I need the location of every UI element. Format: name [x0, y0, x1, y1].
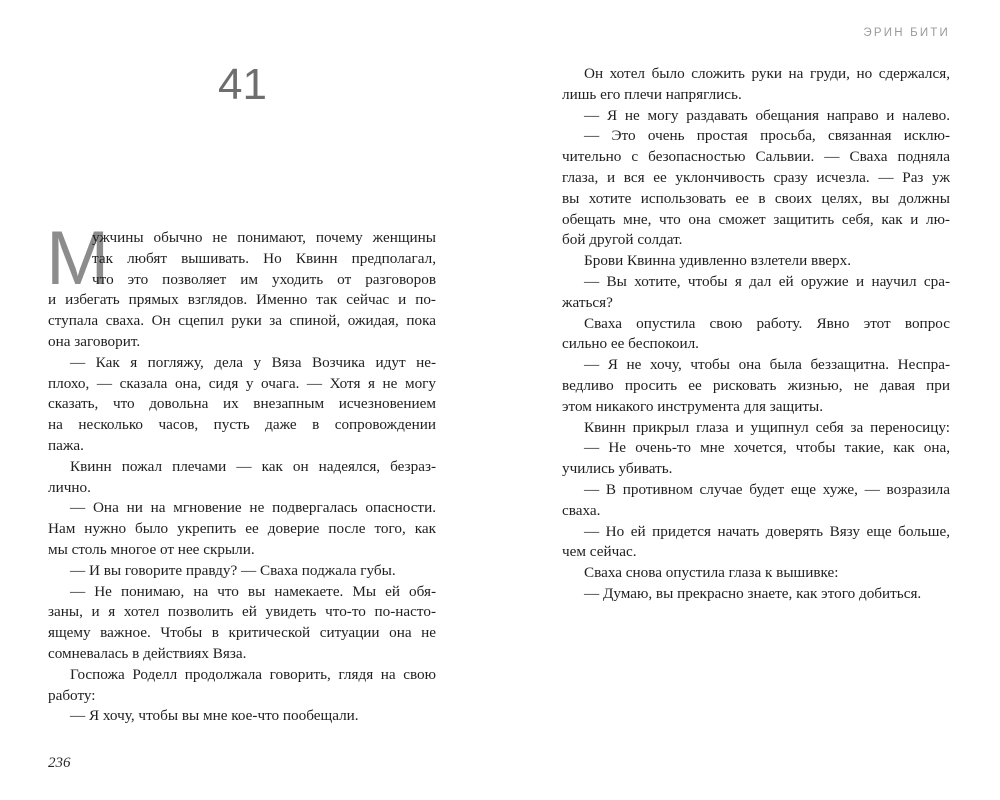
text-line: Сваха опустила свою работу. Явно этот вопрос [584, 314, 950, 332]
text-line: Брови Квинна удивленно взлетели вверх. [584, 252, 852, 270]
text-line: — Вы хотите, чтобы я дал ей оружие и научил сра- [584, 272, 950, 290]
text-line: — Я не могу раздавать обещания направо и налево. [584, 106, 950, 124]
text-line: чительно с безопасностью Сальвии. — Сваха подняла [562, 148, 950, 166]
text-line: ступала сваха. Он сцепил руки за спиной, ожидая, пока [48, 312, 436, 330]
text-line: ящему важное. Чтобы в критической ситуации она не [48, 624, 436, 642]
text-line: ужчины обычно не понимают, почему женщины [92, 229, 436, 246]
text-line: — Как я погляжу, дела у Вяза Возчика идут не- [70, 353, 436, 371]
text-line: чем сейчас. [562, 543, 637, 561]
text-line: сомневалась в действиях Вяза. [48, 644, 247, 662]
left-body-text [46, 216, 436, 727]
text-line: она заговорит. [48, 332, 141, 350]
text-line: — Я не хочу, чтобы она была беззащитна. Неспра- [584, 356, 950, 374]
text-line: Госпожа Роделл продолжала говорить, глядя на свою [70, 665, 436, 683]
text-line: сильно ее беспокоил. [562, 335, 699, 353]
text-line: — И вы говорите правду? — Сваха поджала губы. [70, 561, 396, 579]
text-line: обещать мне, что она сможет защитить себя, как и лю- [562, 210, 950, 228]
text-line: ведливо просить ее рисковать жизнью, не давая при [562, 376, 950, 394]
page-number: 236 [48, 755, 71, 771]
right-body-text [562, 64, 950, 605]
text-line: — Это очень простая просьба, связанная исклю- [584, 127, 950, 145]
text-line: — Думаю, вы прекрасно знаете, как этого добиться. [584, 584, 922, 602]
running-head: ЭРИН БИТИ [863, 27, 950, 39]
text-line: Сваха снова опустила глаза к вышивке: [584, 564, 839, 582]
text-line: сказать, что довольна их внезапным исчезновением [48, 395, 436, 413]
text-line: пажа. [48, 436, 84, 454]
text-line: Он хотел было сложить руки на груди, но сдержался, [584, 65, 950, 82]
text-line: сваха. [562, 501, 601, 519]
text-line: работу: [48, 686, 96, 704]
text-line: этом никакого инструмента для защиты. [562, 397, 823, 415]
text-line: — Она ни на мгновение не подвергалась опасности. [70, 499, 436, 517]
drop-cap: М [46, 216, 110, 301]
text-line: жаться? [562, 293, 613, 311]
text-line: мы столь многое от нее скрыли. [48, 540, 255, 558]
text-line: — Не очень-то мне хочется, чтобы такие, как она, [584, 439, 950, 457]
text-line: — Я хочу, чтобы вы мне кое-что пообещали. [70, 707, 359, 725]
text-line: Нам нужно было укрепить ее доверие после того, как [48, 520, 436, 538]
text-line: так любят вышивать. Но Квинн предполагал, [92, 249, 436, 267]
text-line: Квинн пожал плечами — как он надеялся, безраз- [70, 457, 436, 475]
chapter-number: 41 [218, 60, 267, 109]
text-line: учились убивать. [562, 460, 673, 478]
text-line: Квинн прикрыл глаза и ущипнул себя за переносицу: [584, 418, 950, 436]
text-line: и избегать прямых взглядов. Именно так сейчас и по- [48, 291, 436, 309]
text-line: бой другой солдат. [562, 231, 683, 249]
text-line: вы хотите использовать ее в своих целях, вы должны [562, 189, 950, 207]
text-line: — Не понимаю, на что вы намекаете. Мы ей обя- [70, 582, 436, 600]
text-line: глаза, и вся ее уклончивость сразу исчезла. — Раз уж [562, 168, 950, 186]
text-line: на несколько часов, пусть даже в сопровождении [48, 416, 436, 434]
text-line: лишь его плечи напряглись. [562, 85, 742, 103]
text-line: плохо, — сказала она, сидя у очага. — Хотя я не могу [48, 374, 436, 392]
text-line: лично. [48, 478, 91, 496]
text-line: — Но ей придется начать доверять Вязу еще больше, [584, 522, 950, 540]
text-line: — В противном случае будет еще хуже, — возразила [584, 480, 950, 498]
text-line: что это позволяет им уходить от разговоров [92, 270, 436, 288]
text-line: заны, и я хотел позволить ей увидеть что-то по-насто- [48, 603, 436, 621]
